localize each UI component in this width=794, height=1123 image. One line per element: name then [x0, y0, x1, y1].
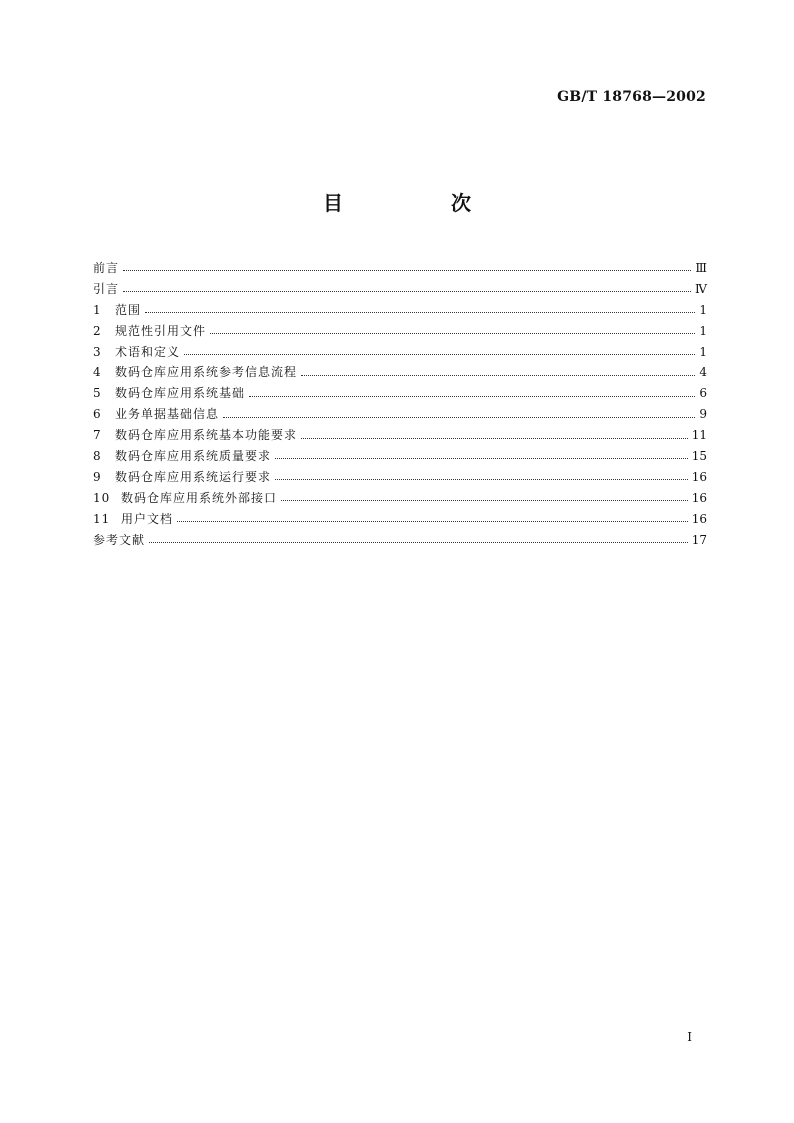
dot-leader — [210, 332, 695, 334]
toc-entry-7[interactable] — [93, 425, 707, 446]
toc-entry-page: 1 — [699, 344, 707, 359]
toc-entry-2[interactable] — [93, 321, 707, 342]
toc-entry-label — [93, 258, 119, 279]
toc-entry-label — [93, 342, 180, 363]
toc-entry-3[interactable] — [93, 342, 707, 363]
toc-entry-6[interactable] — [93, 404, 707, 425]
standard-code: GB/T 18768—2002 — [557, 89, 706, 105]
toc-entry-page: 4 — [699, 365, 707, 380]
dot-leader — [223, 416, 695, 418]
toc-entry-page: 16 — [691, 490, 707, 505]
toc-entry-9[interactable] — [93, 467, 707, 488]
dot-leader — [281, 499, 688, 501]
toc-entry-label — [93, 404, 219, 425]
dot-leader — [275, 478, 688, 480]
toc-entry-label — [93, 467, 271, 488]
toc-entry-page: 6 — [699, 386, 707, 401]
dot-leader — [145, 311, 695, 313]
toc-entry-title: 用户文档 — [121, 511, 174, 526]
toc-entry-11[interactable] — [93, 509, 707, 530]
toc-entry-label — [93, 488, 277, 509]
toc-entry-title: 参考文献 — [93, 532, 146, 547]
toc-entry-number: 7 — [93, 428, 102, 443]
dot-leader — [275, 457, 688, 459]
toc-entry-title: 数码仓库应用系统质量要求 — [115, 449, 272, 464]
toc-entry-number: 3 — [93, 344, 102, 359]
dot-leader — [249, 395, 695, 397]
toc-entry-10[interactable] — [93, 488, 707, 509]
toc-entry-page: 15 — [691, 449, 707, 464]
toc-entry-page: 1 — [699, 302, 707, 317]
toc-entry-number: 5 — [93, 386, 102, 401]
toc-entry-number: 2 — [93, 323, 102, 338]
toc-entry-introduction[interactable] — [93, 279, 707, 300]
toc-entry-title: 规范性引用文件 — [115, 323, 207, 338]
dot-leader — [184, 353, 695, 355]
dot-leader — [301, 374, 695, 376]
toc-entry-foreword[interactable] — [93, 258, 707, 279]
toc-entry-label — [93, 446, 271, 467]
toc-entry-title: 范围 — [115, 302, 142, 317]
toc-entry-label — [93, 279, 119, 300]
toc-entry-page: 1 — [699, 323, 707, 338]
toc-entry-label — [93, 300, 141, 321]
page-number: I — [687, 1030, 692, 1044]
dot-leader — [149, 541, 688, 543]
toc-entry-title: 引言 — [93, 281, 120, 296]
dot-leader — [123, 269, 691, 271]
toc-entry-number: 4 — [93, 365, 102, 380]
toc-entry-title: 数码仓库应用系统运行要求 — [115, 469, 272, 484]
table-of-contents — [93, 258, 707, 550]
toc-entry-title: 术语和定义 — [115, 344, 181, 359]
dot-leader — [177, 520, 688, 522]
toc-entry-label — [93, 425, 297, 446]
toc-entry-title: 业务单据基础信息 — [115, 407, 220, 422]
toc-entry-page: Ⅲ — [695, 261, 707, 275]
toc-entry-page: 16 — [691, 469, 707, 484]
toc-entry-title: 数码仓库应用系统参考信息流程 — [115, 365, 298, 380]
toc-entry-number: 1 — [93, 302, 102, 317]
toc-entry-title: 前言 — [93, 261, 120, 275]
toc-entry-title: 数码仓库应用系统基础 — [115, 386, 246, 401]
toc-entry-number: 6 — [93, 407, 102, 422]
toc-entry-page: 17 — [691, 532, 707, 547]
toc-entry-1[interactable] — [93, 300, 707, 321]
toc-entry-references[interactable] — [93, 530, 707, 551]
page-title: 目 次 — [323, 191, 515, 215]
toc-entry-label — [93, 362, 297, 383]
toc-entry-label — [93, 321, 206, 342]
toc-entry-page: 16 — [691, 511, 707, 526]
dot-leader — [301, 437, 688, 439]
toc-entry-number: 11 — [93, 511, 111, 526]
toc-entry-page: Ⅳ — [695, 281, 707, 296]
toc-entry-label — [93, 530, 145, 551]
toc-entry-page: 11 — [691, 428, 707, 443]
toc-entry-4[interactable] — [93, 362, 707, 383]
toc-entry-8[interactable] — [93, 446, 707, 467]
toc-entry-number: 8 — [93, 449, 102, 464]
toc-entry-title: 数码仓库应用系统外部接口 — [121, 490, 278, 505]
toc-entry-number: 9 — [93, 469, 102, 484]
toc-entry-number: 10 — [93, 490, 111, 505]
toc-entry-title: 数码仓库应用系统基本功能要求 — [115, 428, 298, 443]
dot-leader — [123, 290, 691, 292]
toc-entry-label — [93, 509, 173, 530]
toc-entry-5[interactable] — [93, 383, 707, 404]
toc-entry-page: 9 — [699, 407, 707, 422]
toc-entry-label — [93, 383, 245, 404]
